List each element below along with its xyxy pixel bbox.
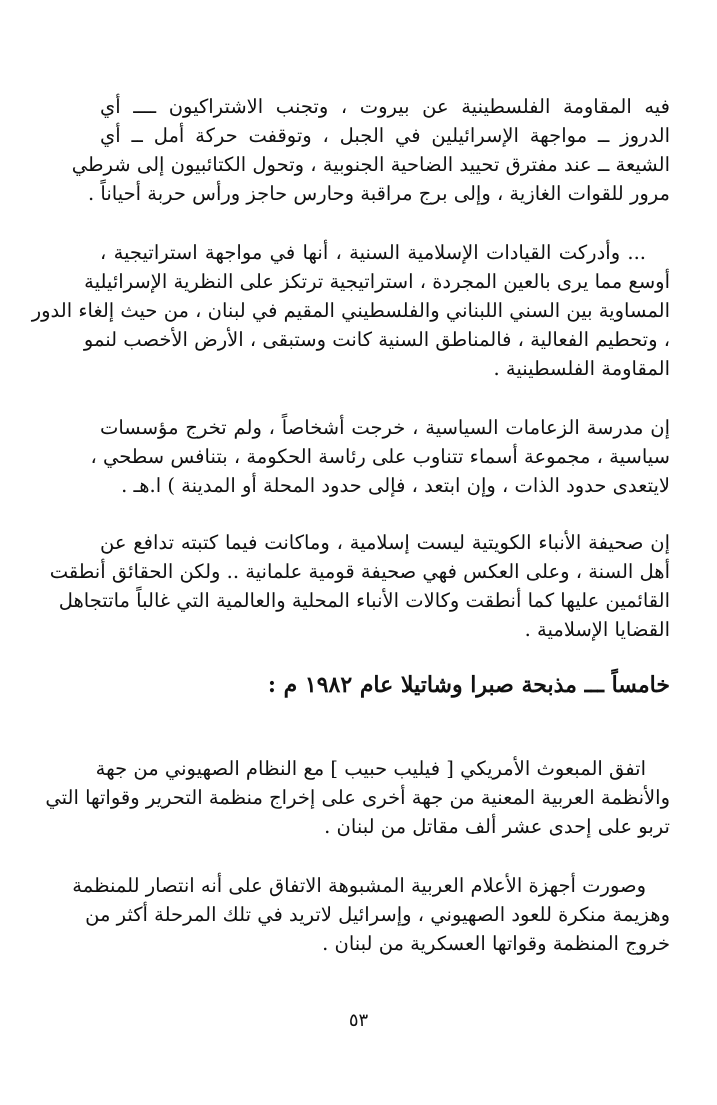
text-line: خروج المنظمة وقواتها العسكرية من لبنان . xyxy=(322,932,670,955)
text-line: المقاومة الفلسطينية . xyxy=(493,357,670,380)
text-line: اتفق المبعوث الأمريكي [ فيليب حبيب ] مع النظام الصهيوني من جهة xyxy=(95,757,646,780)
text-line: إن مدرسة الزعامات السياسية ، خرجت أشخاصاً ، ولم تخرج مؤسسات xyxy=(100,416,670,439)
text-line: والأنظمة العربية المعنية من جهة أخرى على إخراج منظمة التحرير وقواتها التي xyxy=(45,786,670,809)
text-line: أوسع مما يرى بالعين المجردة ، استراتيجية ترتكز على النظرية الإسرائيلية xyxy=(84,270,670,293)
text-line: أهل السنة ، وعلى العكس فهي صحيفة قومية علمانية .. ولكن الحقائق أنطقت xyxy=(49,560,670,583)
section-heading: خامساً ـــ مذبحة صبرا وشاتيلا عام ١٩٨٢ م : xyxy=(267,672,670,698)
text-line: ، وتحطيم الفعالية ، فالمناطق السنية كانت وستبقى ، الأرض الأخصب لنمو xyxy=(83,328,670,351)
text-line: وصورت أجهزة الأعلام العربية المشبوهة الاتفاق على أنه انتصار للمنظمة xyxy=(72,874,646,897)
paragraph-2 xyxy=(31,238,670,383)
text-line: مرور للقوات الغازية ، وإلى برج مراقبة وحارس حاجز ورأس حربة أحياناً . xyxy=(88,182,670,205)
text-line: القائمين عليها كما أنطقت وكالات الأنباء المحلية والعالمية التي غالباً ماتتجاهل xyxy=(58,589,670,612)
text-line: ... وأدركت القيادات الإسلامية السنية ، أنها في مواجهة استراتيجية ، xyxy=(100,241,646,264)
paragraph-5 xyxy=(45,754,670,841)
text-line: المساوية بين السني اللبناني والفلسطيني المقيم في لبنان ، من حيث إلغاء الدور xyxy=(31,299,670,322)
paragraph-1 xyxy=(71,92,670,208)
text-line: إن صحيفة الأنباء الكويتية ليست إسلامية ، وماكانت فيما كتبته تدافع عن xyxy=(100,531,670,554)
text-line: سياسية ، مجموعة أسماء تتناوب على رئاسة الحكومة ، بتنافس سطحي ، xyxy=(90,445,670,468)
text-line: الدروز ــ مواجهة الإسرائيلين في الجبل ، وتوقفت حركة أمل ــ أي xyxy=(100,124,670,147)
text-line: لايتعدى حدود الذات ، وإن ابتعد ، فإلى حدود المحلة أو المدينة ) ا.هـ . xyxy=(121,474,670,497)
page-number: ٥٣ xyxy=(348,1010,369,1031)
page-body xyxy=(31,92,670,958)
text-line: فيه المقاومة الفلسطينية عن بيروت ، وتجنب الاشتراكيون ــــ أي xyxy=(100,95,670,118)
text-line: الشيعة ــ عند مفترق تحييد الضاحية الجنوبية ، وتحول الكتائبيون إلى شرطي xyxy=(71,153,670,176)
paragraph-6 xyxy=(72,871,670,958)
paragraph-3 xyxy=(90,413,670,500)
text-line: وهزيمة منكرة للعود الصهيوني ، وإسرائيل لاتريد في تلك المرحلة أكثر من xyxy=(85,903,670,926)
text-line: القضايا الإسلامية . xyxy=(524,618,670,641)
paragraph-4 xyxy=(49,528,670,644)
text-line: تربو على إحدى عشر ألف مقاتل من لبنان . xyxy=(324,815,670,838)
